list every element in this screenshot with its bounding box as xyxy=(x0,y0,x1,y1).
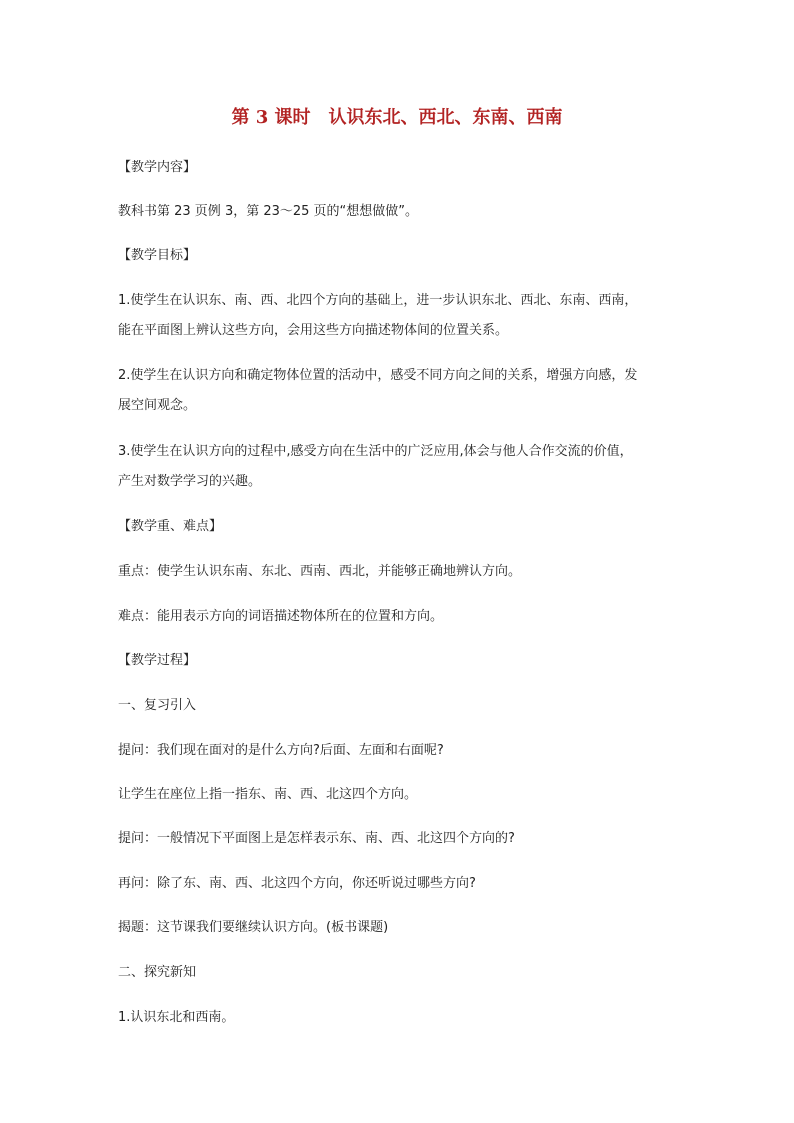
goal-1-line-1: 1.使学生在认识东、南、西、北四个方向的基础上，进一步认识东北、西北、东南、西南， xyxy=(118,293,638,308)
goal-1-line-2: 能在平面图上辨认这些方向，会用这些方向描述物体间的位置关系。 xyxy=(118,323,509,338)
reveal-topic: 揭题：这节课我们要继续认识方向。(板书课题) xyxy=(118,920,389,935)
process-heading: 【教学过程】 xyxy=(118,653,197,668)
key-point-text: 重点：使学生认识东南、东北、西南、西北，并能够正确地辨认方向。 xyxy=(118,564,522,579)
key-points-heading: 【教学重、难点】 xyxy=(118,519,223,534)
part-1-heading: 一、复习引入 xyxy=(118,698,197,713)
goal-3-line-2: 产生对数学学习的兴趣。 xyxy=(118,474,262,489)
content-heading: 【教学内容】 xyxy=(118,160,197,175)
goal-3-line-1: 3.使学生在认识方向的过程中,感受方向在生活中的广泛应用,体会与他人合作交流的价值， xyxy=(118,444,633,459)
goals-heading: 【教学目标】 xyxy=(118,248,197,263)
page-title: 第 3 课时 认识东北、西北、东南、西南 xyxy=(231,107,563,128)
question-1: 提问：我们现在面对的是什么方向?后面、左面和右面呢? xyxy=(118,743,444,758)
goal-2-line-1: 2.使学生在认识方向和确定物体位置的活动中，感受不同方向之间的关系，增强方向感，发 xyxy=(118,368,638,383)
part-2-heading: 二、探究新知 xyxy=(118,965,197,980)
question-2: 提问：一般情况下平面图上是怎样表示东、南、西、北这四个方向的? xyxy=(118,831,515,846)
difficult-point-text: 难点：能用表示方向的词语描述物体所在的位置和方向。 xyxy=(118,609,444,624)
subsection-1: 1.认识东北和西南。 xyxy=(118,1010,235,1025)
question-3: 再问：除了东、南、西、北这四个方向，你还听说过哪些方向? xyxy=(118,876,476,891)
activity-1: 让学生在座位上指一指东、南、西、北这四个方向。 xyxy=(118,787,418,802)
content-text: 教科书第 23 页例 3，第 23～25 页的“想想做做”。 xyxy=(118,204,419,219)
goal-2-line-2: 展空间观念。 xyxy=(118,398,197,413)
